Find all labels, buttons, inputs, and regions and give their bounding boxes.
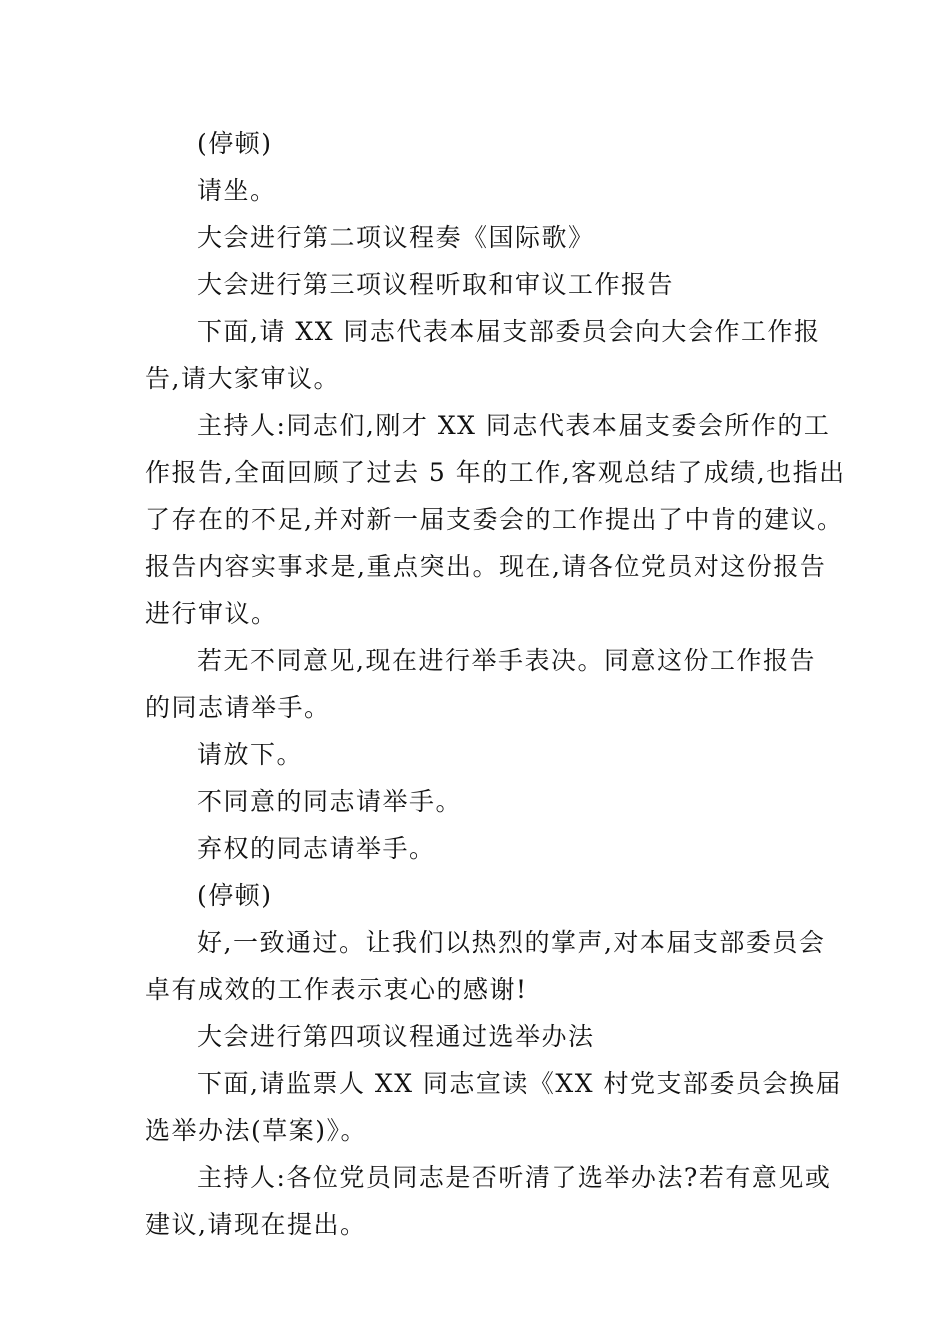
text-line: 主持人:同志们,刚才 XX 同志代表本届支委会所作的工 [197,411,831,440]
document-body [145,120,846,1248]
text-line: 下面,请监票人 XX 同志宣读《XX 村党支部委员会换届 [197,1069,842,1098]
paragraph [145,402,846,637]
text-line: 大会进行第四项议程通过选举办法 [197,1022,595,1051]
paragraph [145,919,826,1013]
text-line: 不同意的同志请举手。 [197,787,463,816]
paragraph [145,214,810,261]
paragraph [145,167,810,214]
paragraph [145,872,810,919]
text-line: 选举办法(草案)》。 [145,1116,368,1145]
paragraph [145,308,821,402]
text-line: 下面,请 XX 同志代表本届支部委员会向大会作工作报 [197,317,821,346]
text-line: 请放下。 [197,740,304,769]
text-line: (停顿) [197,129,273,158]
text-line: 主持人:各位党员同志是否听清了选举办法?若有意见或 [197,1163,832,1192]
text-line: 告,请大家审议。 [145,364,340,393]
paragraph [145,261,810,308]
text-line: 作报告,全面回顾了过去 5 年的工作,客观总结了成绩,也指出 [145,458,846,487]
text-line: 报告内容实事求是,重点突出。现在,请各位党员对这份报告 [145,552,827,581]
text-line: 若无不同意见,现在进行举手表决。同意这份工作报告 [197,646,816,675]
paragraph [145,120,810,167]
text-line: 弃权的同志请举手。 [197,834,436,863]
paragraph [145,1060,842,1154]
text-line: 卓有成效的工作表示衷心的感谢! [145,975,528,1004]
text-line: 大会进行第二项议程奏《国际歌》 [197,223,595,252]
paragraph [145,637,816,731]
paragraph [145,825,810,872]
paragraph [145,1154,832,1248]
paragraph [145,1013,810,1060]
text-line: 建议,请现在提出。 [145,1210,367,1239]
text-line: 了存在的不足,并对新一届支委会的工作提出了中肯的建议。 [145,505,844,534]
paragraph [145,778,810,825]
text-line: (停顿) [197,881,273,910]
text-line: 请坐。 [197,176,277,205]
text-line: 大会进行第三项议程听取和审议工作报告 [197,270,675,299]
text-line: 好,一致通过。让我们以热烈的掌声,对本届支部委员会 [197,928,826,957]
text-line: 进行审议。 [145,599,278,628]
paragraph [145,731,810,778]
text-line: 的同志请举手。 [145,693,331,722]
